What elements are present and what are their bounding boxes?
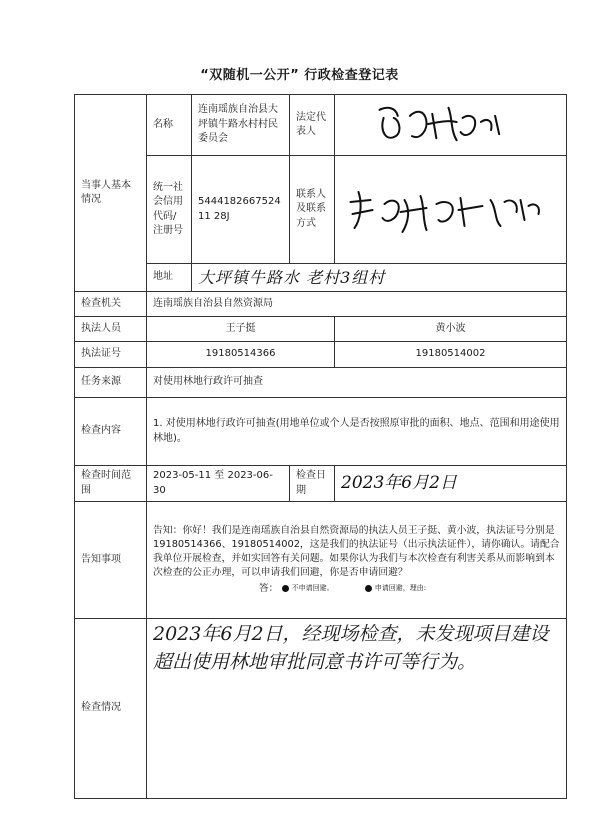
task-source-label: 任务来源: [75, 368, 147, 398]
notice-text: 告知：你好！我们是连南瑶族自治县自然资源局的执法人员王子挺、黄小波，执法证号分别是 19180514366、19180514002，这是我们的执法证号（出示执法证件），请你确认。请配合我单位开展检查，并如实回答有关问题。如果你认为我们与本次检查有利害关系从而影响到本次检查的公正办理，可以申请我们回避，你是否申请回避？: [153, 524, 560, 579]
cert-label: 执法证号: [75, 342, 147, 368]
option-request-recusal[interactable]: 申请回避，理由:: [365, 583, 426, 593]
cert-2: 19180514002: [335, 342, 567, 368]
task-source-value: 对使用林地行政许可抽查: [147, 368, 567, 398]
officer-1: 王子挺: [147, 317, 335, 342]
time-range-value: 2023-05-11 至 2023-06-30: [147, 466, 290, 502]
result-value: 2023年6月2日，经现场检查，未发现项目建设超出使用林地审批同意书许可等行为。: [147, 619, 567, 799]
agency-label: 检查机关: [75, 292, 147, 317]
contact-signature: [335, 156, 567, 264]
content-label: 检查内容: [75, 398, 147, 466]
name-value: 连南瑶族自治县大坪镇牛路水村村民委员会: [192, 95, 290, 156]
radio-checked-icon: [282, 585, 289, 592]
radio-icon: [365, 585, 372, 592]
signature-legal-rep-icon: [339, 95, 562, 155]
party-section-label: 当事人基本情况: [75, 95, 147, 292]
cert-1: 19180514366: [147, 342, 335, 368]
option-no-recusal[interactable]: 不申请回避。: [282, 583, 334, 593]
legal-rep-signature: [335, 95, 567, 156]
contact-label: 联系人及联系方式: [290, 156, 335, 264]
address-value: 大坪镇牛路水 老村3组村: [192, 264, 567, 292]
officer-2: 黄小波: [335, 317, 567, 342]
agency-value: 连南瑶族自治县自然资源局: [147, 292, 567, 317]
address-label: 地址: [147, 264, 192, 292]
date-value: 2023年6月2日: [335, 466, 567, 502]
credit-code-value: 544418266752411 28J: [192, 156, 290, 264]
credit-code-label: 统一社会信用代码/注册号: [147, 156, 192, 264]
page-title: “双随机一公开” 行政检查登记表: [200, 68, 399, 83]
notice-cell: [147, 502, 567, 619]
answer-label: 答：: [258, 583, 279, 595]
signature-contact-icon: [339, 180, 562, 240]
officers-label: 执法人员: [75, 317, 147, 342]
result-label: 检查情况: [75, 619, 147, 799]
time-range-label: 检查时间范围: [75, 466, 147, 502]
content-value: 1. 对使用林地行政许可抽查(用地单位或个人是否按照原审批的面积、地点、范围和用途使用林地)。: [147, 398, 567, 466]
legal-rep-label: 法定代表人: [290, 95, 335, 156]
inspection-form: [74, 94, 567, 799]
notice-label: 告知事项: [75, 502, 147, 619]
answer-line: [153, 582, 560, 596]
name-label: 名称: [147, 95, 192, 156]
date-label: 检查日期: [290, 466, 335, 502]
